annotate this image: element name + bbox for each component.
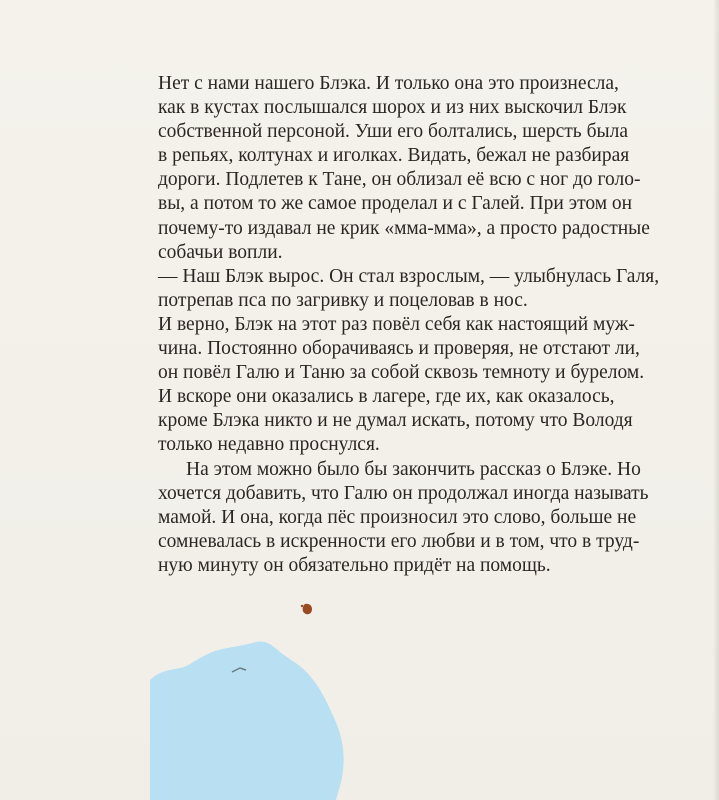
ink-stain-icon [300,602,314,616]
text-line: кроме Блэка никто и не думал искать, потому что Володя [158,410,633,432]
text-line: И верно, Блэк на этот раз повёл себя как настоящий муж- [158,313,635,335]
paragraph-3 [158,313,698,458]
text-line: Нет с нами нашего Блэка. И только она это произнесла, [158,73,619,94]
text-line: вы, а потом то же самое проделал и с Галей. При этом он [158,193,633,215]
text-line: сомневалась в искренности его любви и в том, что в труд- [158,530,640,552]
text-line: собственной персоной. Уши его болтались, шерсть была [158,121,628,143]
text-line: На этом можно было бы закончить рассказ о Блэке. Но [186,458,641,480]
text-line: он повёл Галю и Таню за собой сквозь темноту и бурелом. [158,362,645,384]
text-line: хочется добавить, что Галю он продолжал иногда называть [158,482,649,504]
text-line: чина. Постоянно оборачиваясь и проверяя, не отстают ли, [158,338,640,360]
text-line: ную минуту он обязательно придёт на помощь. [158,554,551,576]
page-edge-shadow [713,0,719,800]
paragraph-4 [158,458,698,578]
paragraph-2 [158,265,698,313]
text-line: только недавно проснулся. [158,434,380,456]
text-line: потрепав пса по загривку и поцеловав в нос. [158,289,528,311]
text-line: в репьях, колтунах и иголках. Видать, бежал не разбирая [158,145,630,167]
page-text [158,72,698,578]
text-line: почему-то издавал не крик «мма-мма», а просто радостные [158,217,650,239]
text-line: собачьи вопли. [158,241,283,263]
text-line: дороги. Подлетев к Тане, он облизал её всю с ног до голо- [158,169,641,191]
paragraph-1 [158,72,698,265]
text-line: как в кустах послышался шорох и из них выскочил Блэк [158,97,627,119]
text-line: мамой. И она, когда пёс произносил это слово, больше не [158,506,637,528]
text-line: — Наш Блэк вырос. Он стал взрослым, — улыбнулась Галя, [158,265,660,287]
text-line: И вскоре они оказались в лагере, где их, как оказалось, [158,386,615,408]
